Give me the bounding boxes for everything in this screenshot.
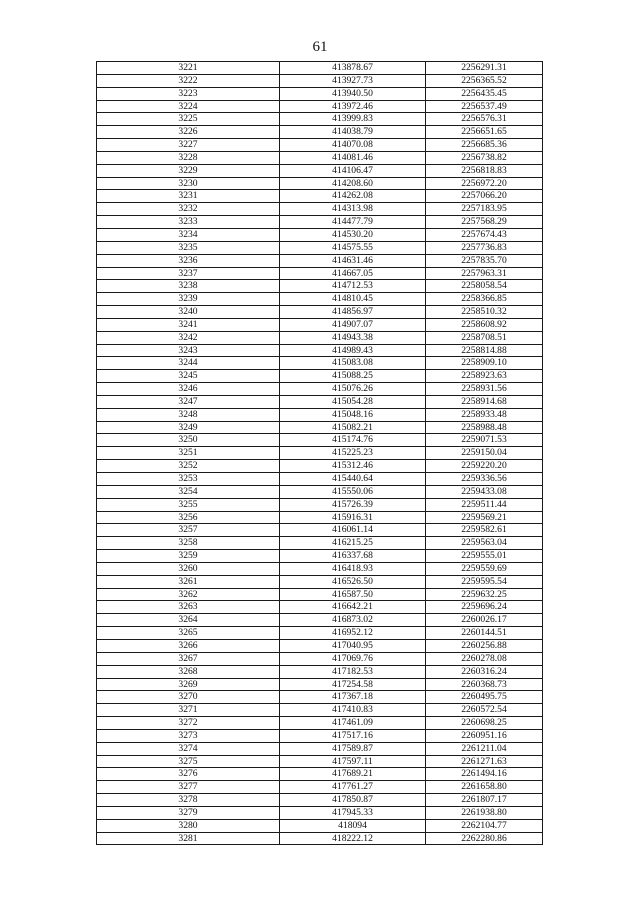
y-coordinate-cell: 2259433.08 xyxy=(426,485,543,498)
table-row xyxy=(97,742,543,755)
point-number-cell: 3261 xyxy=(97,575,280,588)
table-row xyxy=(97,729,543,742)
x-coordinate-cell: 416061.14 xyxy=(280,524,426,537)
table-row xyxy=(97,280,543,293)
y-coordinate-cell: 2259150.04 xyxy=(426,447,543,460)
table-row xyxy=(97,216,543,229)
y-coordinate-cell: 2259559.69 xyxy=(426,562,543,575)
table-row xyxy=(97,254,543,267)
point-number-cell: 3271 xyxy=(97,704,280,717)
table-row xyxy=(97,447,543,460)
table-row xyxy=(97,344,543,357)
y-coordinate-cell: 2257674.43 xyxy=(426,228,543,241)
table-row xyxy=(97,601,543,614)
y-coordinate-cell: 2259582.61 xyxy=(426,524,543,537)
table-row xyxy=(97,164,543,177)
x-coordinate-cell: 416587.50 xyxy=(280,588,426,601)
point-number-cell: 3226 xyxy=(97,126,280,139)
table-row xyxy=(97,614,543,627)
x-coordinate-cell: 414070.08 xyxy=(280,139,426,152)
table-row xyxy=(97,678,543,691)
y-coordinate-cell: 2257568.29 xyxy=(426,216,543,229)
y-coordinate-cell: 2258933.48 xyxy=(426,408,543,421)
page-number: 61 xyxy=(312,39,328,55)
y-coordinate-cell: 2256365.52 xyxy=(426,74,543,87)
x-coordinate-cell: 414313.98 xyxy=(280,203,426,216)
table-row xyxy=(97,241,543,254)
x-coordinate-cell: 416526.50 xyxy=(280,575,426,588)
y-coordinate-cell: 2260368.73 xyxy=(426,678,543,691)
y-coordinate-cell: 2261938.80 xyxy=(426,806,543,819)
table-row xyxy=(97,370,543,383)
y-coordinate-cell: 2258058.54 xyxy=(426,280,543,293)
x-coordinate-cell: 417040.95 xyxy=(280,639,426,652)
x-coordinate-cell: 417597.11 xyxy=(280,755,426,768)
x-coordinate-cell: 413878.67 xyxy=(280,62,426,75)
y-coordinate-cell: 2257963.31 xyxy=(426,267,543,280)
point-number-cell: 3234 xyxy=(97,228,280,241)
point-number-cell: 3228 xyxy=(97,151,280,164)
x-coordinate-cell: 414810.45 xyxy=(280,293,426,306)
table-row xyxy=(97,228,543,241)
y-coordinate-cell: 2258931.56 xyxy=(426,383,543,396)
y-coordinate-cell: 2256738.82 xyxy=(426,151,543,164)
table-row xyxy=(97,485,543,498)
point-number-cell: 3262 xyxy=(97,588,280,601)
x-coordinate-cell: 415174.76 xyxy=(280,434,426,447)
x-coordinate-cell: 417517.16 xyxy=(280,729,426,742)
x-coordinate-cell: 414712.53 xyxy=(280,280,426,293)
x-coordinate-cell: 414477.79 xyxy=(280,216,426,229)
point-number-cell: 3253 xyxy=(97,473,280,486)
y-coordinate-cell: 2256576.31 xyxy=(426,113,543,126)
y-coordinate-cell: 2261658.80 xyxy=(426,781,543,794)
x-coordinate-cell: 414989.43 xyxy=(280,344,426,357)
x-coordinate-cell: 416215.25 xyxy=(280,537,426,550)
table-row xyxy=(97,293,543,306)
point-number-cell: 3265 xyxy=(97,627,280,640)
point-number-cell: 3257 xyxy=(97,524,280,537)
point-number-cell: 3229 xyxy=(97,164,280,177)
point-number-cell: 3280 xyxy=(97,819,280,832)
point-number-cell: 3260 xyxy=(97,562,280,575)
x-coordinate-cell: 415076.26 xyxy=(280,383,426,396)
x-coordinate-cell: 416337.68 xyxy=(280,550,426,563)
point-number-cell: 3246 xyxy=(97,383,280,396)
point-number-cell: 3273 xyxy=(97,729,280,742)
table-row xyxy=(97,588,543,601)
table-row xyxy=(97,113,543,126)
x-coordinate-cell: 415054.28 xyxy=(280,395,426,408)
x-coordinate-cell: 413927.73 xyxy=(280,74,426,87)
table-row xyxy=(97,511,543,524)
x-coordinate-cell: 415048.16 xyxy=(280,408,426,421)
point-number-cell: 3245 xyxy=(97,370,280,383)
x-coordinate-cell: 415225.23 xyxy=(280,447,426,460)
point-number-cell: 3274 xyxy=(97,742,280,755)
table-row xyxy=(97,639,543,652)
point-number-cell: 3275 xyxy=(97,755,280,768)
x-coordinate-cell: 417410.83 xyxy=(280,704,426,717)
x-coordinate-cell: 415440.64 xyxy=(280,473,426,486)
table-row xyxy=(97,691,543,704)
table-row xyxy=(97,550,543,563)
x-coordinate-cell: 413972.46 xyxy=(280,100,426,113)
y-coordinate-cell: 2259563.04 xyxy=(426,537,543,550)
x-coordinate-cell: 417689.21 xyxy=(280,768,426,781)
x-coordinate-cell: 413940.50 xyxy=(280,87,426,100)
table-row xyxy=(97,87,543,100)
y-coordinate-cell: 2257736.83 xyxy=(426,241,543,254)
point-number-cell: 3223 xyxy=(97,87,280,100)
point-number-cell: 3278 xyxy=(97,794,280,807)
y-coordinate-cell: 2262280.86 xyxy=(426,832,543,845)
table-row xyxy=(97,652,543,665)
x-coordinate-cell: 415082.21 xyxy=(280,421,426,434)
y-coordinate-cell: 2259555.01 xyxy=(426,550,543,563)
point-number-cell: 3250 xyxy=(97,434,280,447)
y-coordinate-cell: 2257835.70 xyxy=(426,254,543,267)
point-number-cell: 3222 xyxy=(97,74,280,87)
x-coordinate-cell: 413999.83 xyxy=(280,113,426,126)
point-number-cell: 3259 xyxy=(97,550,280,563)
table-row xyxy=(97,832,543,845)
table-row xyxy=(97,267,543,280)
y-coordinate-cell: 2260144.51 xyxy=(426,627,543,640)
table-row xyxy=(97,318,543,331)
table-row xyxy=(97,806,543,819)
point-number-cell: 3249 xyxy=(97,421,280,434)
table-row xyxy=(97,151,543,164)
x-coordinate-cell: 417069.76 xyxy=(280,652,426,665)
y-coordinate-cell: 2259220.20 xyxy=(426,460,543,473)
table-row xyxy=(97,395,543,408)
x-coordinate-cell: 414907.07 xyxy=(280,318,426,331)
table-row xyxy=(97,62,543,75)
y-coordinate-cell: 2258914.68 xyxy=(426,395,543,408)
y-coordinate-cell: 2257183.95 xyxy=(426,203,543,216)
point-number-cell: 3264 xyxy=(97,614,280,627)
y-coordinate-cell: 2256651.65 xyxy=(426,126,543,139)
point-number-cell: 3276 xyxy=(97,768,280,781)
table-row xyxy=(97,781,543,794)
x-coordinate-cell: 416952.12 xyxy=(280,627,426,640)
y-coordinate-cell: 2257066.20 xyxy=(426,190,543,203)
x-coordinate-cell: 415550.06 xyxy=(280,485,426,498)
table-row xyxy=(97,473,543,486)
y-coordinate-cell: 2262104.77 xyxy=(426,819,543,832)
table-row xyxy=(97,498,543,511)
table-row xyxy=(97,755,543,768)
y-coordinate-cell: 2256818.83 xyxy=(426,164,543,177)
x-coordinate-cell: 415726.39 xyxy=(280,498,426,511)
y-coordinate-cell: 2259632.25 xyxy=(426,588,543,601)
table-row xyxy=(97,306,543,319)
x-coordinate-cell: 414530.20 xyxy=(280,228,426,241)
x-coordinate-cell: 414081.46 xyxy=(280,151,426,164)
y-coordinate-cell: 2256972.20 xyxy=(426,177,543,190)
point-number-cell: 3269 xyxy=(97,678,280,691)
point-number-cell: 3235 xyxy=(97,241,280,254)
y-coordinate-cell: 2260951.16 xyxy=(426,729,543,742)
x-coordinate-cell: 415916.31 xyxy=(280,511,426,524)
y-coordinate-cell: 2261807.17 xyxy=(426,794,543,807)
y-coordinate-cell: 2258814.88 xyxy=(426,344,543,357)
point-number-cell: 3256 xyxy=(97,511,280,524)
y-coordinate-cell: 2258366.85 xyxy=(426,293,543,306)
x-coordinate-cell: 414667.05 xyxy=(280,267,426,280)
y-coordinate-cell: 2258909.10 xyxy=(426,357,543,370)
point-number-cell: 3231 xyxy=(97,190,280,203)
table-row xyxy=(97,383,543,396)
y-coordinate-cell: 2260316.24 xyxy=(426,665,543,678)
table-row xyxy=(97,768,543,781)
table-row xyxy=(97,794,543,807)
point-number-cell: 3224 xyxy=(97,100,280,113)
point-number-cell: 3279 xyxy=(97,806,280,819)
table-row xyxy=(97,575,543,588)
x-coordinate-cell: 417254.58 xyxy=(280,678,426,691)
y-coordinate-cell: 2259336.56 xyxy=(426,473,543,486)
table-row xyxy=(97,819,543,832)
table-row xyxy=(97,331,543,344)
point-number-cell: 3243 xyxy=(97,344,280,357)
point-number-cell: 3270 xyxy=(97,691,280,704)
point-number-cell: 3267 xyxy=(97,652,280,665)
point-number-cell: 3277 xyxy=(97,781,280,794)
point-number-cell: 3240 xyxy=(97,306,280,319)
table-row xyxy=(97,139,543,152)
y-coordinate-cell: 2258988.48 xyxy=(426,421,543,434)
point-number-cell: 3241 xyxy=(97,318,280,331)
x-coordinate-cell: 417461.09 xyxy=(280,717,426,730)
x-coordinate-cell: 418094 xyxy=(280,819,426,832)
point-number-cell: 3281 xyxy=(97,832,280,845)
table-row xyxy=(97,434,543,447)
y-coordinate-cell: 2260572.54 xyxy=(426,704,543,717)
coordinates-table xyxy=(96,61,543,845)
x-coordinate-cell: 415312.46 xyxy=(280,460,426,473)
point-number-cell: 3247 xyxy=(97,395,280,408)
table-row xyxy=(97,126,543,139)
table-row xyxy=(97,100,543,113)
y-coordinate-cell: 2259595.54 xyxy=(426,575,543,588)
point-number-cell: 3237 xyxy=(97,267,280,280)
point-number-cell: 3238 xyxy=(97,280,280,293)
table-row xyxy=(97,177,543,190)
point-number-cell: 3227 xyxy=(97,139,280,152)
point-number-cell: 3239 xyxy=(97,293,280,306)
x-coordinate-cell: 417182.53 xyxy=(280,665,426,678)
x-coordinate-cell: 417367.18 xyxy=(280,691,426,704)
point-number-cell: 3268 xyxy=(97,665,280,678)
y-coordinate-cell: 2259511.44 xyxy=(426,498,543,511)
y-coordinate-cell: 2256291.31 xyxy=(426,62,543,75)
y-coordinate-cell: 2258608.92 xyxy=(426,318,543,331)
table-row xyxy=(97,421,543,434)
y-coordinate-cell: 2259569.21 xyxy=(426,511,543,524)
y-coordinate-cell: 2260698.25 xyxy=(426,717,543,730)
x-coordinate-cell: 417589.87 xyxy=(280,742,426,755)
table-row xyxy=(97,665,543,678)
point-number-cell: 3244 xyxy=(97,357,280,370)
x-coordinate-cell: 416873.02 xyxy=(280,614,426,627)
x-coordinate-cell: 418222.12 xyxy=(280,832,426,845)
y-coordinate-cell: 2259071.53 xyxy=(426,434,543,447)
y-coordinate-cell: 2256537.49 xyxy=(426,100,543,113)
x-coordinate-cell: 416642.21 xyxy=(280,601,426,614)
point-number-cell: 3225 xyxy=(97,113,280,126)
y-coordinate-cell: 2260026.17 xyxy=(426,614,543,627)
x-coordinate-cell: 416418.93 xyxy=(280,562,426,575)
table-row xyxy=(97,717,543,730)
x-coordinate-cell: 417761.27 xyxy=(280,781,426,794)
y-coordinate-cell: 2261211.04 xyxy=(426,742,543,755)
point-number-cell: 3252 xyxy=(97,460,280,473)
y-coordinate-cell: 2258510.32 xyxy=(426,306,543,319)
point-number-cell: 3254 xyxy=(97,485,280,498)
table-row xyxy=(97,408,543,421)
x-coordinate-cell: 415088.25 xyxy=(280,370,426,383)
point-number-cell: 3272 xyxy=(97,717,280,730)
table-row xyxy=(97,190,543,203)
y-coordinate-cell: 2258923.63 xyxy=(426,370,543,383)
point-number-cell: 3233 xyxy=(97,216,280,229)
x-coordinate-cell: 414856.97 xyxy=(280,306,426,319)
table-row xyxy=(97,357,543,370)
x-coordinate-cell: 417945.33 xyxy=(280,806,426,819)
x-coordinate-cell: 414631.46 xyxy=(280,254,426,267)
table-row xyxy=(97,460,543,473)
y-coordinate-cell: 2258708.51 xyxy=(426,331,543,344)
x-coordinate-cell: 417850.87 xyxy=(280,794,426,807)
table-row xyxy=(97,74,543,87)
point-number-cell: 3230 xyxy=(97,177,280,190)
point-number-cell: 3263 xyxy=(97,601,280,614)
point-number-cell: 3232 xyxy=(97,203,280,216)
x-coordinate-cell: 414262.08 xyxy=(280,190,426,203)
table-row xyxy=(97,537,543,550)
table-row xyxy=(97,524,543,537)
y-coordinate-cell: 2256685.36 xyxy=(426,139,543,152)
x-coordinate-cell: 414943.38 xyxy=(280,331,426,344)
coordinates-table-body xyxy=(97,62,543,845)
y-coordinate-cell: 2259696.24 xyxy=(426,601,543,614)
y-coordinate-cell: 2261271.63 xyxy=(426,755,543,768)
table-row xyxy=(97,562,543,575)
x-coordinate-cell: 414208.60 xyxy=(280,177,426,190)
table-row xyxy=(97,704,543,717)
y-coordinate-cell: 2256435.45 xyxy=(426,87,543,100)
point-number-cell: 3266 xyxy=(97,639,280,652)
point-number-cell: 3221 xyxy=(97,62,280,75)
table-row xyxy=(97,627,543,640)
point-number-cell: 3242 xyxy=(97,331,280,344)
point-number-cell: 3248 xyxy=(97,408,280,421)
x-coordinate-cell: 414575.55 xyxy=(280,241,426,254)
x-coordinate-cell: 415083.08 xyxy=(280,357,426,370)
y-coordinate-cell: 2260278.08 xyxy=(426,652,543,665)
y-coordinate-cell: 2260495.75 xyxy=(426,691,543,704)
point-number-cell: 3236 xyxy=(97,254,280,267)
point-number-cell: 3258 xyxy=(97,537,280,550)
y-coordinate-cell: 2261494.16 xyxy=(426,768,543,781)
table-row xyxy=(97,203,543,216)
point-number-cell: 3255 xyxy=(97,498,280,511)
x-coordinate-cell: 414038.79 xyxy=(280,126,426,139)
x-coordinate-cell: 414106.47 xyxy=(280,164,426,177)
y-coordinate-cell: 2260256.88 xyxy=(426,639,543,652)
point-number-cell: 3251 xyxy=(97,447,280,460)
